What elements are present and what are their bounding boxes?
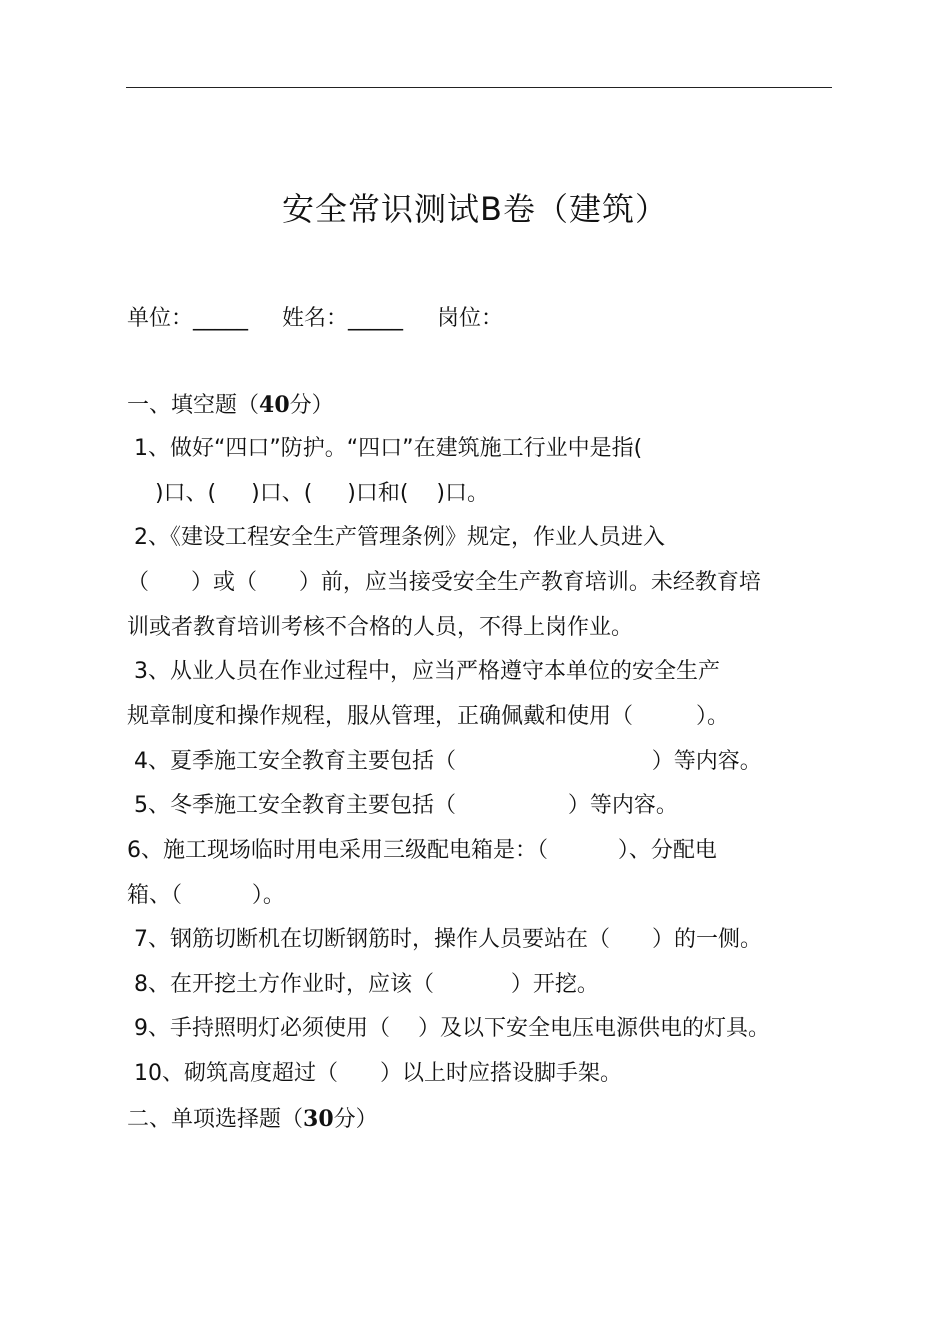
info-row (127, 301, 503, 332)
question-line: 10、砌筑高度超过（ ）以上时应搭设脚手架。 (127, 1061, 622, 1086)
question-line: 2、《建设工程安全生产管理条例》规定，作业人员进入 (127, 525, 665, 550)
section-points: 30 (303, 1106, 334, 1132)
section-points: 40 (259, 392, 290, 418)
question-line: 规章制度和操作规程，服从管理，正确佩戴和使用（ ）。 (127, 704, 729, 729)
name-field: 姓名：_____ (282, 306, 404, 331)
question-line: 9、手持照明灯必须使用（ ）及以下安全电压电源供电的灯具。 (127, 1016, 770, 1041)
question-line: 5、冬季施工安全教育主要包括（ ）等内容。 (127, 793, 678, 818)
question-line: 训或者教育培训考核不合格的人员，不得上岗作业。 (127, 615, 634, 640)
section-heading-fill-blank: 一、填空题（40分） (127, 392, 334, 418)
question-line: 1、做好“四口”防护。“四口”在建筑施工行业中是指( (127, 436, 643, 461)
question-line: )口、( )口、( )口和( )口。 (127, 481, 489, 506)
section-heading-single-choice: 二、单项选择题（30分） (127, 1106, 378, 1132)
question-line: 8、在开挖土方作业时，应该（ ）开挖。 (127, 972, 599, 997)
question-line: 3、从业人员在作业过程中，应当严格遵守本单位的安全生产 (127, 659, 720, 684)
unit-field: 单位：_____ (127, 306, 249, 331)
header-rule (126, 87, 832, 88)
question-line: （ ）或（ ）前，应当接受安全生产教育培训。未经教育培 (127, 570, 761, 595)
page-title: 安全常识测试B卷（建筑） (282, 190, 668, 228)
question-line: 7、钢筋切断机在切断钢筋时，操作人员要站在（ ）的一侧。 (127, 927, 762, 952)
question-line: 箱、（ ）。 (127, 883, 285, 908)
question-line: 4、夏季施工安全教育主要包括（ ）等内容。 (127, 749, 762, 774)
question-line: 6、施工现场临时用电采用三级配电箱是：（ ）、分配电 (127, 838, 717, 863)
position-field: 岗位： (437, 306, 504, 331)
